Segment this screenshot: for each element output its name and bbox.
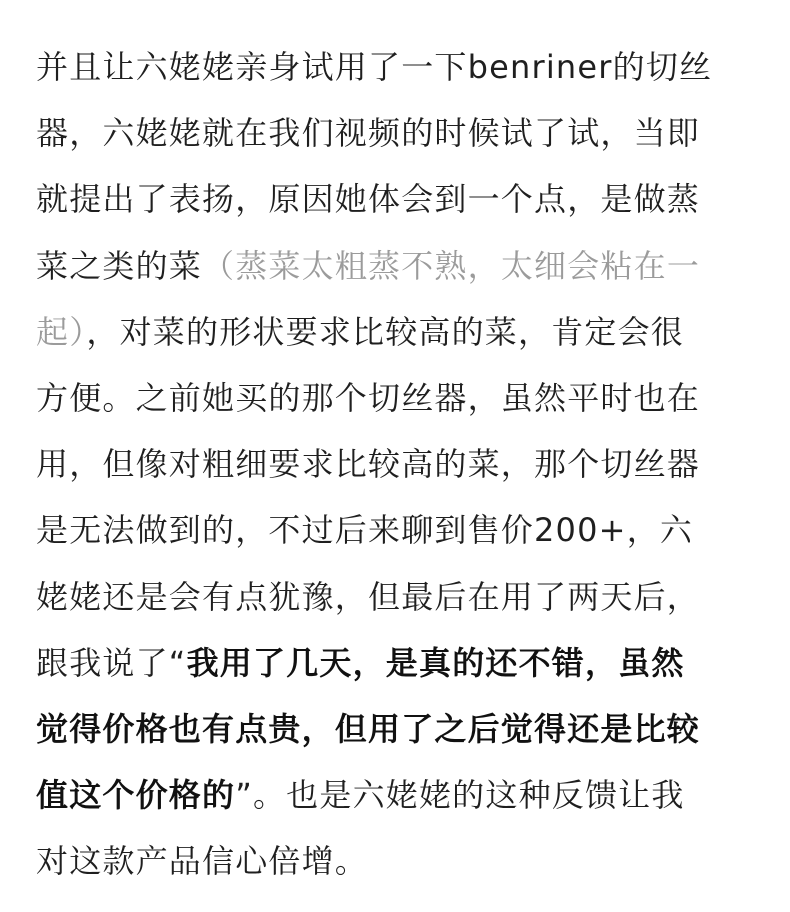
- text-line: [36, 233, 760, 299]
- quote-text: 觉得价格也有点贵，但用了之后觉得还是比较: [36, 709, 701, 748]
- text-segment: 是无法做到的，不过后来聊到售价200+，六: [36, 511, 694, 550]
- text-segment: 并且让六姥姥亲身试用了一下benriner的切丝: [36, 48, 713, 86]
- article-body: [36, 34, 760, 894]
- text-segment: 就提出了表扬，原因她体会到一个点，是做蒸: [36, 180, 701, 219]
- quote-text: 我用了几天，是真的还不错，虽然: [186, 643, 685, 682]
- parenthetical-note: （蒸菜太粗蒸不熟，太细会粘在一: [202, 246, 701, 285]
- text-segment: 对这款产品信心倍增。: [36, 842, 369, 881]
- text-segment: ，对菜的形状要求比较高的菜，肯定会很: [86, 312, 685, 351]
- text-line: [36, 299, 760, 365]
- text-line: [36, 696, 760, 762]
- quote-text: 值这个价格的: [36, 776, 236, 815]
- text-segment: 方便。之前她买的那个切丝器，虽然平时也在: [36, 378, 701, 417]
- text-line: [36, 100, 760, 166]
- text-segment: 器，六姥姥就在我们视频的时候试了试，当即: [36, 114, 701, 153]
- text-line: [36, 762, 760, 828]
- text-line: [36, 166, 760, 232]
- text-segment: ”。也是六姥姥的这种反馈让我: [235, 776, 685, 815]
- text-line: [36, 497, 760, 563]
- text-line: [36, 431, 760, 497]
- text-segment: 用，但像对粗细要求比较高的菜，那个切丝器: [36, 445, 701, 484]
- text-segment: 跟我说了“: [36, 643, 187, 682]
- parenthetical-note: 起）: [36, 312, 87, 351]
- text-line: [36, 34, 760, 100]
- text-line: [36, 828, 760, 894]
- text-segment: 菜之类的菜: [36, 246, 203, 285]
- text-line: [36, 630, 760, 696]
- text-segment: 姥姥还是会有点犹豫，但最后在用了两天后，: [36, 577, 701, 616]
- text-line: [36, 365, 760, 431]
- text-line: [36, 564, 760, 630]
